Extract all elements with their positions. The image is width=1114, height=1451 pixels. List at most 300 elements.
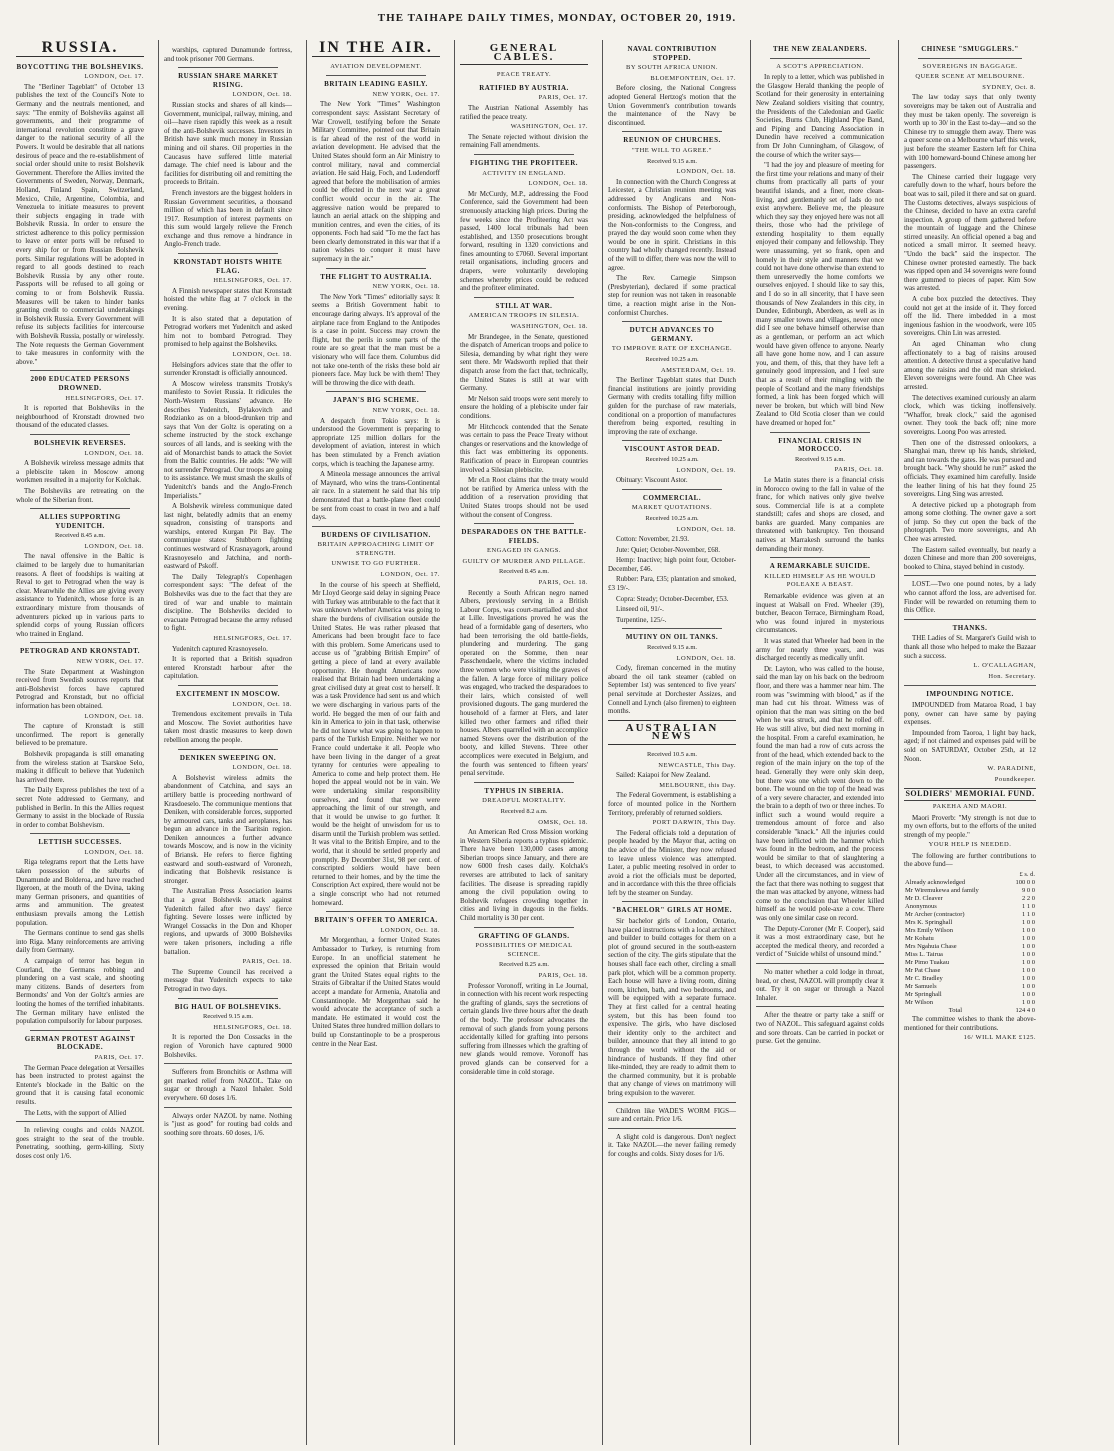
subheadline: SOVEREIGNS IN BAGGAGE. xyxy=(922,62,1018,70)
contribution-amount: 1 0 0 xyxy=(1022,959,1035,967)
divider xyxy=(474,782,574,783)
table-row xyxy=(904,943,1036,951)
contribution-amount: 1 0 0 xyxy=(1022,999,1035,1007)
article-text: Mr Hitchcock contended that the Senate was certain to pass the Peace Treaty without changes or reservations and the knowledge of this fact was embittering its opponents. Ratification of peace in European countries involved a Silesian plebiscite. xyxy=(460,422,588,474)
article-text: warships, captured Dunamunde fortress, and took prisoner 700 Germans. xyxy=(164,46,292,63)
table-row xyxy=(904,879,1036,887)
article-text: The Letts, with the support of Allied xyxy=(24,1108,127,1117)
subheadline: UNWISE TO GO FURTHER. xyxy=(331,560,421,568)
dateline: HELSINGFORS, Oct. 17. xyxy=(213,635,292,642)
headline: A REMARKABLE SUICIDE. xyxy=(769,562,871,571)
divider xyxy=(904,575,1036,576)
headline: FINANCIAL CRISIS IN MOROCCO. xyxy=(778,436,862,454)
headline: "BACHELOR" GIRLS AT HOME. xyxy=(612,906,732,915)
divider xyxy=(30,1030,130,1031)
contribution-amount: 1 0 0 xyxy=(1022,927,1035,935)
headline: THANKS. xyxy=(952,623,988,632)
table-row xyxy=(904,983,1036,991)
section-banner-general-cables: GENERAL CABLES. xyxy=(460,44,588,65)
table-row xyxy=(904,903,1036,911)
headline: LETTISH SUCCESSES. xyxy=(38,838,122,847)
signature-role: Poundkeeper. xyxy=(994,775,1036,783)
article-text: It is reported the Don Cossacks in the region of Voronich have captured 9000 Bolsheviks. xyxy=(164,1033,292,1059)
article-text: Yudenitch captured Krasnoyeselo. xyxy=(172,644,268,653)
received-time: Received 10.25 a.m. xyxy=(645,514,699,522)
currency-header: £ s. d. xyxy=(1019,871,1035,879)
contribution-amount: 1 0 0 xyxy=(1022,983,1035,991)
headline: BURDENS OF CIVILISATION. xyxy=(321,530,431,539)
dateline: LONDON, Oct. 18. xyxy=(84,848,144,856)
headline: PETROGRAD AND KRONSTADT. xyxy=(19,647,141,656)
article-text: Sailed: Kaiapoi for New Zealand. xyxy=(616,771,711,780)
section-banner-australian-news: AUSTRALIAN NEWS xyxy=(608,720,736,745)
article-text: Recently a South African negro named Albers, previously serving in a British Labour Corps, was court-martialled and shot at Lille. Investigations proved he was the head of a formidable gang of deserters, who had been terrorising the old battle-fields, plundering and murdering. The gang operated on the Somme, then near Passchendaele, where the victims included three women who were visiting the graves of the fallen. A large force of military police was engaged, who tracked the desparadoes to their lairs, which consisted of well provisioned dugouts. The gang murdered the household of a farmer at Flers, and later killed two other farmers and rifled their houses. Albers quarrelled with an accomplice named Stevens over the distribution of the booty, and killed Stevens. Three other accomplices were executed in Belgium, and the fourth was sentenced to fifteen years' penal servitude. xyxy=(460,588,588,778)
headline: DESPARADOES ON THE BATTLE-FIELDS. xyxy=(461,528,587,545)
article-text: The New York "Times" Washington correspondent says: Assistant Secretary of War Crowell, testifying before the Senate Military Committee, pointed out that Britain is far ahead of the rest of the world in aviation development. He advised that the United States should form an Air Ministry to control military, naval and commercial aviation. He said Haig, Foch, and Ludendorff agreed that before the mobilisation of armies could be effected in the next war a great conflict would occur in the air. The aggressive nation would be prepared to launch an aerial attack on the shipping and munition centres, and even the cities, of its opponents. Foch had said "To me the fact has been clearly demonstrated in this war that if a nation wishes to conquer it must have supremacy in the air." xyxy=(312,100,440,264)
contributor-name: Mr C. Bradley xyxy=(905,975,943,983)
table-row xyxy=(904,975,1036,983)
article-text: Mr Nelson said troops were sent merely to ensure the holding of a plebiscite under fair conditions. xyxy=(460,394,588,420)
headline: REUNION OF CHURCHES. xyxy=(623,136,721,145)
advertisement: A slight cold is dangerous. Don't neglect it. Take NAZOL—the never failing remedy for coughs and colds. Sixty doses for 1/6. xyxy=(608,1132,736,1158)
headline: RATIFIED BY AUSTRIA. xyxy=(479,83,569,92)
dateline: PARIS, Oct. 18. xyxy=(242,958,292,966)
subheadline: QUEER SCENE AT MELBOURNE. xyxy=(915,73,1025,81)
headline: MUTINY ON OIL TANKS. xyxy=(625,633,719,642)
received-time: Received 9.15 a.m. xyxy=(647,157,697,165)
article-text: Maori Proverb: "My strength is not due to my own efforts, but to the efforts of the united strength of my people." xyxy=(904,813,1036,839)
headline: DENIKEN SWEEPING ON. xyxy=(179,753,277,762)
article-text: A Bolshevik wireless message admits that a plebiscite taken in Moscow among workmen resulted in a majority for Kolchak. xyxy=(16,459,144,485)
contribution-amount: 1 0 0 xyxy=(1022,935,1035,943)
subheadline: ENGAGED IN GANGS. xyxy=(486,547,562,555)
headline: GRAFTING OF GLANDS. xyxy=(478,931,570,940)
market-quote: Cotton: November, 21.93. xyxy=(616,535,690,544)
article-text: The naval offensive in the Baltic is claimed to be largely due to humanitarian reasons. A fleet of foodships is waiting at Reval to get to Petrograd when the way is clear. Meanwhile the Allies are giving every assistance to Yudenitch, whose force is an extraordinary mixture from thousands of adventurers picked up in various parts to splendid corps of young Russian officers who trained in England. xyxy=(16,552,144,638)
divider xyxy=(622,628,722,629)
article-text: A Finnish newspaper states that Kronstadt hoisted the white flag at 7 o'clock in the evening. xyxy=(164,286,292,313)
article-text: The Senate rejected without division the remaining Fall amendments. xyxy=(460,132,588,150)
article-text: It is reported that Bolsheviks in the neighbourhood of Kronstadt drowned two thousand of the educated classes. xyxy=(16,404,144,430)
subheadline: KILLED HIMSELF AS HE WOULD POLEAXE A BEAST. xyxy=(764,572,876,589)
headline: BIG HAUL OF BOLSHEVIKS. xyxy=(174,1002,282,1011)
divider xyxy=(178,67,278,68)
dateline: LONDON, Oct. 18. xyxy=(84,542,144,550)
divider xyxy=(770,58,870,59)
divider xyxy=(622,440,722,441)
headline: BOLSHEVIK REVERSES. xyxy=(34,438,126,447)
impound-notice: IMPOUNDED from Mataroa Road, 1 bay pony, owner can have same by paying expenses. xyxy=(904,700,1036,727)
article-text: The German Peace delegation at Versailles has been instructed to protest against the Entente's blockade in the Baltic on the ground that it is causing fatal economic results. xyxy=(16,1063,144,1106)
divider xyxy=(474,927,574,928)
dateline: LONDON, Oct. 18. xyxy=(232,351,292,358)
headline: EXCITEMENT IN MOSCOW. xyxy=(175,689,281,698)
dateline: LONDON, Oct. 18. xyxy=(528,180,588,188)
subheadline: TO IMPROVE RATE OF EXCHANGE. xyxy=(611,345,733,353)
received-time: Received 10.5 a.m. xyxy=(647,750,697,758)
article-text: The Deputy-Coroner (Mr F. Cooper), said it was a most extraordinary case, but he accepted the medical theory, and recorded a verdict of "Suicide whilst of unsound mind." xyxy=(756,924,884,959)
headline: NAVAL CONTRIBUTION STOPPED. xyxy=(627,45,717,62)
article-text: Mr McCurdy, M.P., addressing the Food Conference, said the Government had been strenuously attacking high prices. During the few weeks since the Profiteering Act was passed, 1400 local tribunals had been established, and 1350 prosecutions brought forward, resulting in 1320 convictions and fines amounting to £7060. Several important retail organisations, including grocers and drapers, were voluntarily developing schemes whereby prices could be reduced and the profiteer eliminated. xyxy=(460,189,588,293)
dateline: PARIS, Oct. 18. xyxy=(538,579,588,587)
dateline: LONDON, Oct. 17. xyxy=(380,571,440,579)
signature-role: Hon. Secretary. xyxy=(988,672,1036,680)
signature: L. O'CALLAGHAN, xyxy=(973,662,1036,670)
divider xyxy=(178,998,278,999)
market-quote: Jute: Quiet; October-November, £68. xyxy=(616,545,720,554)
headline: THE FLIGHT TO AUSTRALIA. xyxy=(320,272,432,281)
dateline: NEW YORK, Oct. 18. xyxy=(372,283,440,291)
article-text: The Daily Express publishes the text of a secret Note addressed to Germany, and published in Berlin. In this the Allies request Germany to assist in the blockade of Russia in order to combat Bolshevism. xyxy=(16,786,144,829)
total-row xyxy=(904,1007,1036,1015)
article-text: Bolshevik propaganda is still emanating from the wireless station at Tsarskoe Selo, making it difficult to believe that Yudenitch has arrived there. xyxy=(16,749,144,784)
dateline: LONDON, Oct. 18. xyxy=(676,168,736,176)
article-text: The Supreme Council has received a message that Yudenitch expects to take Petrograd in two days. xyxy=(164,967,292,993)
contributor-name: Mr D. Cleaver xyxy=(905,895,943,903)
article-text: French investors are the biggest holders in Russian Government securities, a thousand million of which has been in default since 1917. Resumption of interest payments on this sum would largely relieve the French exchange and thus remove a hindrance in Anglo-French trade. xyxy=(164,188,292,249)
divider xyxy=(326,391,426,392)
headline: THE NEW ZEALANDERS. xyxy=(773,45,867,53)
column-2 xyxy=(164,40,292,1445)
article-text: The "Berliner Tageblatt" of October 13 publishes the text of the Council's Note to Germany and the neutrals mentioned, and says: "The enmity of Bolsheviks against all governments, and their programme of international revolution constitute a grave danger to the national security of all the Powers. It would be desirable that all nations desirous of peace and the re-establishment of social order should unite to resist Bolshevik Government. Therefore the Allies invited the Governments of Sweden, Norway, Denmark, Holland, Finland Spain, Switzerland, Mexico, Chile, Argentine, Colombia, and Venezuela to initiate measures to prevent their subjects engaging in trade with Bolshevik Russia. In order to ensure the strictest adherence to this policy permission to leave or enter ports will be refused to every ship for or from Russian Bolshevik ports. Similar regulations will be adopted in regard to all goods destined to reach Bolshevik Russia by any other route. Passports will be refused to all going or coming to or from Bolshevik Russia. Measures will be taken to hinder banks granting credit to commercial undertakings in Bolshevik Russia. Every Government will refuse its subjects facilities for intercourse with Bolshevik Russia, postally or wirelessly. The Note requests the German Government to take measures in conformity with the above." xyxy=(16,82,144,366)
advertisement: Sufferers from Bronchitis or Asthma will get marked relief from NAZOL. Take on sugar or through a Nazol Inhaler. Sold everywhere. 60 doses 1/6. xyxy=(164,1068,292,1102)
divider xyxy=(326,75,426,76)
divider xyxy=(622,489,722,490)
headline: VISCOUNT ASTOR DEAD. xyxy=(624,445,720,454)
article-text: The law today says that only twenty sovereigns may be taken out of Australia and they must be taken openly. The sovereign is worth up to 30/ in the East to-day—and so the Chinese try to smuggle them away. There was a queer scene on a Melbourne wharf this week, just before the steamer Eastern left for China with 100 homeward-bound Chinese among her passengers. xyxy=(904,93,1036,171)
contributor-name: Mr Wilson xyxy=(905,999,933,1007)
column-5 xyxy=(608,40,736,1445)
subheadline: PEACE TREATY. xyxy=(496,71,552,79)
contribution-amount: 100 0 0 xyxy=(1015,879,1035,887)
dateline: HELSINGFORS, Oct. 18. xyxy=(213,1023,292,1031)
dateline: OMSK, Oct. 18. xyxy=(538,818,588,826)
fund-target: 16/ WILL MAKE £125. xyxy=(963,1034,1036,1042)
divider xyxy=(178,749,278,750)
contributor-name: Already acknowledged xyxy=(905,879,966,887)
divider xyxy=(608,1102,736,1103)
market-quote: Copra: Steady; October-December, £53. xyxy=(616,594,729,603)
column-3 xyxy=(312,40,440,1445)
divider xyxy=(16,1121,144,1122)
article-text: Le Matin states there is a financial crisis in Morocco owing to the fall in value of the franc, for which natives only give twelve sous. Commercial life is at a complete standstill; cafes and shops are closed, and banks are guarded. Many companies are threatened with bankruptcy. Ten thousand natives at Marrakesh surround the banks demanding their money. xyxy=(756,475,884,553)
article-text: Mr Morgenthau, a former United States Ambassador to Turkey, is returning from Europe. In an unofficial statement he expressed the opinion that Britain would grant the United States equal rights to the Straits of Gibraltar if the United States would accept a mandate for Armenia, Anatolia and Constantinople. Mr Morgenthau said he would advocate the acceptance of such a mandate. He estimated it would cost the United States three hundred million dollars to build up Constantinople to be a prosperous centre in the Near East. xyxy=(312,936,440,1048)
subheadline: DREADFUL MORTALITY. xyxy=(482,797,566,805)
divider xyxy=(474,297,574,298)
divider xyxy=(918,58,1022,59)
table-row xyxy=(904,919,1036,927)
column-rule xyxy=(898,40,899,1445)
article-text: It was stated that Wheeler had been in the army for nearly three years, and was discharged recently as medically unfit. xyxy=(756,637,884,663)
dateline: AMSTERDAM, Oct. 19. xyxy=(660,366,736,374)
subheadline: MARKET QUOTATIONS. xyxy=(631,504,713,512)
contributor-name: Mr Pimo Tuakau xyxy=(905,959,950,967)
contributor-name: Mrs Ngahuia Chase xyxy=(905,943,957,951)
contributor-name: Mrs K. Springhall xyxy=(905,919,953,927)
column-rule xyxy=(158,40,159,1445)
headline: BOYCOTTING THE BOLSHEVIKS. xyxy=(16,62,144,71)
column-6 xyxy=(756,40,884,1445)
table-row xyxy=(904,999,1036,1007)
table-row xyxy=(904,991,1036,999)
column-rule xyxy=(454,40,455,1445)
subheadline: GUILTY OF MURDER AND PILLAGE. xyxy=(462,557,586,565)
headline: BRITAIN'S OFFER TO AMERICA. xyxy=(314,916,438,925)
article-text: Mr eLn Root claims that the treaty would not be ratified by America unless with the addition of a reservation providing that United States troops should not be used without the consent of Congress. xyxy=(460,476,588,519)
section-banner-air: IN THE AIR. xyxy=(312,44,440,57)
contributor-name: Mr Kohatu xyxy=(905,935,934,943)
article-text: The Federal Government, is establishing a force of mounted police in the Northern Territory, preferably of returned soldiers. xyxy=(608,791,736,817)
subheadline: A SCOT'S APPRECIATION. xyxy=(776,62,864,70)
advertisement: Always order NAZOL by name. Nothing is "just as good" for routing bad colds and soothing sore throats. 60 doses, 1/6. xyxy=(164,1111,292,1137)
received-time: Received 8.45 a.m. xyxy=(55,532,105,540)
article-text: It is reported that a British squadron entered Kronstadt harbour after the capitulation. xyxy=(164,655,292,681)
headline: TYPHUS IN SIBERIA. xyxy=(484,786,564,795)
article-text: The detectives examined curiously an alarm clock, which was ticking inoffensively. "Whaffor, break clock," said the agonised owner. They took the back off; nine more sovereigns. Loong Poo was arrested. xyxy=(904,393,1036,436)
dateline: WASHINGTON, Oct. 17. xyxy=(510,123,588,131)
table-row xyxy=(904,895,1036,903)
divider xyxy=(756,963,884,964)
dateline: WASHINGTON, Oct. 18. xyxy=(510,323,588,331)
contribution-amount: 2 2 0 xyxy=(1022,895,1035,903)
dateline: NEWCASTLE, This Day. xyxy=(658,761,736,769)
subheadline: BY SOUTH AFRICA UNION. xyxy=(625,64,719,72)
dateline: LONDON, Oct. 19. xyxy=(676,466,736,474)
article-text: Sir bachelor girls of London, Ontario, have placed instructions with a local architect and builder to build cottages for them on a plot of ground secured in the south-eastern section of the city. The girls stipulate that the houses shall face each other, circling a small park plot, which will be a common property. Each house will have a living room, dining room, kitchen, bath, and two bedrooms, and will be equipped with a separate furnace. They at first called for a central heating system, but this has been found too expensive. The girls, who have disclosed their identity only to the architect and builder, announce that they all intend to go through the world without the aid or hindrance of husbands. If they find other like-minded, they are ready to admit them to the charmed community, but it is probable that any change of views on matrimony will bring expulsion to the waverer. xyxy=(608,917,736,1097)
article-text: A detective picked up a photograph from among some clothing. The owner gave a sort of jump. So they cut open the back of the photograph. Two more sovereigns, and Ah Chee was arrested. xyxy=(904,500,1036,544)
contribution-amount: 1 1 0 xyxy=(1022,903,1035,911)
article-text: The Australian Press Association learns that a great Bolshevik attack against Yudenitch failed after two days' fierce fighting. Severe losses were inflicted by Wrangel Cossacks in the Don and Khoper regions, and upwards of 3000 Bolsheviks were taken prisoners, including a rifle battalion. xyxy=(164,887,292,956)
divider xyxy=(622,131,722,132)
divider xyxy=(474,523,574,524)
dateline: SYDNEY, Oct. 8. xyxy=(982,83,1036,91)
contributor-name: Mr Archer (contractor) xyxy=(905,911,965,919)
headline: CHINESE "SMUGGLERS." xyxy=(921,45,1019,53)
article-text: The Federal officials told a deputation of people headed by the Mayor that, acting on the advice of the Minister, they now refused to leave unless violence was attempted. Later, a public meeting resolved in order to avoid a riot the officials must be deported, and in accordance with this the three officials left by the steamer on Sunday. xyxy=(608,828,736,897)
article-text: Mr Brandegee, in the Senate, questioned the dispatch of American troops and police to Silesia, demanding by what right they were sent there. Mr Wadsworth replied that their dispatch arose from the fact that, technically, the United States is still at war with Germany. xyxy=(460,332,588,393)
dateline: NEW YORK, Oct. 17. xyxy=(76,658,144,665)
article-text: A campaign of terror has begun in Courland, the Germans robbing and plundering on a vast scale, and shooting many citizens. Bands of deserters from Bermondts' and Von der Goltz's armies are looting the homes of the terrified inhabitants. The German military have enlisted the population compulsorily for labour purposes. xyxy=(16,957,144,1026)
table-row xyxy=(904,967,1036,975)
article-text: The Bolsheviks are retreating on the whole of the Siberian front. xyxy=(16,486,144,504)
article-text: The Daily Telegraph's Copenhagen correspondent says: "The defeat of the Bolsheviks was due to the fact that they are tired of war and unable to maintain discipline. The Bolsheviks decided to evacuate Petrograd because the army refused to fight. xyxy=(164,572,292,633)
dateline: LONDON, Oct. 18. xyxy=(232,700,292,708)
advertisement: In relieving coughs and colds NAZOL goes straight to the seat of the trouble. Penetrating, soothing, germ-killing. Sixty doses cost only 1/6. xyxy=(16,1126,144,1160)
received-time: Received 8.2 a.m. xyxy=(500,807,548,815)
table-row xyxy=(904,935,1036,943)
article-text: Riga telegrams report that the Letts have taken possession of the suburbs of Dunamunde and Bolderoa, and have reached Ilgeroen, at the mouth of the Dvina, taking many German prisoners, and quantities of arms and ammunition. The greatest enthusiasm prevails among the Lettish population. xyxy=(16,858,144,927)
contributor-name: Mrs Emily Wilson xyxy=(905,927,954,935)
dateline: LONDON, Oct. 17. xyxy=(84,73,144,81)
column-rule xyxy=(750,40,751,1445)
divider xyxy=(164,1107,292,1108)
received-time: Received 9.15 a.m. xyxy=(203,1013,253,1021)
article-text: Dr. Layton, who was called to the house, said the man lay on his back on the bedroom floor, and there was a hammer near him. The room was "swimming with blood," as if the man had cut his throat. Witness was of opinion that the man was sitting on the bed when he was struck, and that he rolled off. He was still alive, but died next morning in the hospital. From a careful examination, he found the man had a row of cuts across the front of the head, which extended back to the region of the main injury on the top of the head. Generally they were only skin deep, but there was one which went down to the bone. The wound on the top of the head was of a very severe character, and extended into the brain to a depth of two or three inches. To inflict such a wound would require a tremendous amount of force and also considerable "knack." All the injuries could have been inflicted with the hammer which was found in the bedroom, and the process would be similar to that of slaughtering a beast, to which deceased was accustomed. Under all the circumstances, and in view of the fact that there was nothing to suggest that the man was attacked by anyone, witness had come to the conclusion that Wheeler killed himself as he would pole-axe a cow. There was only one similar case on record. xyxy=(756,664,884,922)
received-time: Received 10.25 a.m. xyxy=(645,455,699,463)
signature: W. PARADINE, xyxy=(987,765,1036,773)
headline: KRONSTADT HOISTS WHITE FLAG. xyxy=(173,258,283,275)
table-row xyxy=(904,927,1036,935)
column-4 xyxy=(460,40,588,1445)
article-text: The following are further contributions to the above fund— xyxy=(904,851,1036,869)
dateline: LONDON, Oct. 18. xyxy=(84,712,144,720)
headline: SOLDIERS' MEMORIAL FUND. xyxy=(904,788,1036,801)
divider xyxy=(622,901,722,902)
divider xyxy=(770,432,870,433)
dateline: LONDON, Oct. 18. xyxy=(232,764,292,772)
dateline: LONDON, Oct. 18. xyxy=(84,449,144,457)
advertisement: Children like WADE'S WORM FIGS—sure and certain. Price 1/6. xyxy=(608,1106,736,1124)
table-row xyxy=(904,959,1036,967)
article-text: The Chinese carried their luggage very carefully down to the wharf, hours before the boat was to sail, piled it there and sat on guard. The Customs detectives, always suspicious of the Chinese, decided to have an extra careful inspection. A group of them gathered before the mountain of luggage and the Chinese stirred uneasily. An official opened a bag and noticed a small mirror. It seemed heavy. "Undo the back" said the inspector. The Chinese owner protested earnestly. The back was ripped open and 34 sovereigns were found there gummed to pieces of paper. Kim Sow was arrested. xyxy=(904,172,1036,293)
dateline: LONDON, Oct. 18. xyxy=(676,525,736,533)
headline: GERMAN PROTEST AGAINST BLOCKADE. xyxy=(24,1034,136,1052)
dateline: PARIS, Oct. 17. xyxy=(94,1053,144,1061)
advertisement: After the theatre or party take a sniff or two of NAZOL. This safeguard against colds and sore throats. Can be carried in pocket or purse. Get the genuine. xyxy=(756,1011,884,1046)
market-quote: Rubber: Para, £35; plantation and smoked, £3 19/-. xyxy=(608,575,736,593)
article-text: The Rev. Carnegie Simpson (Presbyterian), declared if some practical step for reunion was not taken in reasonable time, a reaction might arise in the Non-conformist Churches. xyxy=(608,274,736,317)
article-text: The Eastern sailed eventually, but nearly a dozen Chinese and more than 200 sovereigns, booked to China, stayed behind in custody. xyxy=(904,545,1036,571)
subheadline: YOUR HELP IS NEEDED. xyxy=(928,841,1012,849)
lost-notice: LOST.—Two one pound notes, by a lady who cannot afford the loss, are advertised for. Finder will be rewarded on returning them to this Office. xyxy=(904,580,1036,615)
contributor-name: Mr Samuels xyxy=(905,983,937,991)
article-text: In connection with the Church Congress at Leicester, a Christian reunion meeting was addressed by Anglicans and Non-conformists. The Bishop of Peterborough, presiding, acknowledged the helpfulness of the Non-conformists to the Congress, and prayed the day would soon come when they would be one in spirit. Christians in this country had wholly changed recently. Instead of the will to differ, there was now the will to agree. xyxy=(608,177,736,272)
divider xyxy=(30,642,130,643)
dateline: PARIS, Oct. 18. xyxy=(538,972,588,979)
divider xyxy=(30,508,130,509)
table-row xyxy=(904,911,1036,919)
dateline: LONDON, Oct. 18. xyxy=(380,926,440,934)
article-text: The State Department at Washington received from Swedish sources reports that anti-Bolshevist forces have captured Petrograd and Kronstadt, but no official information has been obtained. xyxy=(16,667,144,710)
divider xyxy=(622,321,722,322)
divider xyxy=(904,685,1036,686)
received-time: Received 8.25 a.m. xyxy=(499,961,549,969)
article-text: The capture of Kronstadt is still unconfirmed. The report is generally believed to be premature. xyxy=(16,722,144,748)
received-time: Received 8.45 a.m. xyxy=(499,568,549,576)
total-label: Total xyxy=(948,1007,963,1015)
headline: COMMERCIAL. xyxy=(642,493,702,502)
divider xyxy=(312,526,440,527)
section-banner-russia: RUSSIA. xyxy=(16,44,144,57)
article-text: The Austrian National Assembly has ratified the peace treaty. xyxy=(460,103,588,121)
article-text: Cody, fireman concerned in the mutiny aboard the oil tank steamer (cabled on September 1st) was sentenced to five years' penal servitude at Dorchester Assizes, and Connell and Lynch (also firemen) to eighteen months. xyxy=(608,664,736,716)
subheadline: POSSIBILITIES OF MEDICAL SCIENCE. xyxy=(475,942,573,958)
article-text: A Mineola message announces the arrival of Maynard, who wins the trans-Continental air race. In a statement he said that his trip demonstrated that a battle-plane fleet could be sent from coast to coast in two and a half days. xyxy=(312,470,440,522)
divider xyxy=(608,1128,736,1129)
thanks-notice: THE Ladies of St. Margaret's Guild wish to thank all those who helped to make the Bazaar such a success. xyxy=(904,634,1036,660)
contribution-amount: 9 0 0 xyxy=(1022,887,1035,895)
article-text: "I had the joy and pleasure of meeting for the first time your relations and many of their chums from practically all parts of your beautiful islands, and a finer, more clean-living, and gentlemanly set of lads do not exist anywhere. Believe me, the pleasure which they say they enjoyed here was not all theirs, those who had the privilege of extending hospitality to them equally enjoyed their company and fellowship. They were unassuming, yet so frank, open and homely in their style and manners that we could not have done otherwise than extend to them unreservedly the home comforts we ourselves enjoyed. I should like to say this, and I do so in all sincerity, that I have seen thousands of New Zealanders in this city, in Dundee, Edinburgh, Aberdeen, as well as in many smaller towns and villages, never once did I see one behave himself otherwise than as a gentleman, or perform an act which would have given offence to anyone. Nearly all have gone home now, and I can assure you, and them, of this, that they have left a genuinely good impression, and I feel sure that as a result of their mingling with the people of Scotland and the many friendships formed, a link has been forged which will never be broken, but which will bind New Zealand to Old Scotia closer than we could have dreamed or hoped for." xyxy=(756,161,884,427)
article-text: The committee wishes to thank the above-mentioned for their contributions. xyxy=(904,1015,1036,1032)
article-text: A Moscow wireless transmits Trotsky's manifesto to Soviet Russia. It ridicules the North-Western Russians' advance. He describes Yudenitch, Bylakovitch and Rodzianko as on a blood-drunken trip and says that Von der Goltz is operating on a scheme instructed by the stock exchange sources of all lands, and is seeking with the aid of Monarchist bands to attack the Soviet from the Baltic countries. He adds: "We will not surrender Petrograd. Our troops are going to its assistance. We must smash the skulls of Yudenitch's bands and the Anglo-French Imperialists." xyxy=(164,379,292,500)
headline: ALLIES SUPPORTING YUDENITCH. xyxy=(39,513,121,530)
divider xyxy=(178,253,278,254)
contribution-amount: 1 0 0 xyxy=(1022,975,1035,983)
article-text: An aged Chinaman who clung affectionately to a bag of raisins aroused attention. A detective thrust a speculative hand among the raisins and the old man shrieked. Eleven sovereigns were found. Ah Chee was arrested. xyxy=(904,340,1036,391)
masthead: THE TAIHAPE DAILY TIMES, MONDAY, OCTOBER 20, 1919. xyxy=(377,12,737,24)
article-text: Helsingfors advices state that the offer to surrender Kronstadt is officially announced. xyxy=(164,360,292,378)
column-1 xyxy=(16,40,144,1445)
divider xyxy=(164,1063,292,1064)
contribution-amount: 1 0 0 xyxy=(1022,943,1035,951)
subheadline: AMERICAN TROOPS IN SILESIA. xyxy=(468,312,580,320)
article-text: Professor Voronoff, writing in Le Journal, in connection with his recent work respecting the grafting of glands, says the secretions of certain glands live three hours after the death of the body. The professor advocates the removal of such glands from young persons accidentally killed for grafting into persons suffering from illnesses which the grafting of new glands would remove. Voronoff has proved glands can be conserved for a considerable time in cold storage. xyxy=(460,981,588,1076)
table-row xyxy=(904,951,1036,959)
impound-notice: Impounded from Taoroa, 1 light bay hack, aged; if not claimed and expenses paid will be sold on SATURDAY, October 25th, at 12 Noon. xyxy=(904,728,1036,763)
dateline: PARIS, Oct. 18. xyxy=(834,466,884,474)
dateline: PARIS, Oct. 17. xyxy=(538,94,588,102)
subheadline: ACTIVITY IN ENGLAND. xyxy=(482,169,566,177)
divider xyxy=(30,833,130,834)
article-text: Remarkable evidence was given at an inquest at Walsall on Fred. Wheeler (39), butcher, Beacon Terrace, Birmingham Road, who was found injured in mysterious circumstances. xyxy=(756,592,884,635)
article-text: A Bolshevist wireless admits the abandonment of Catchina, and says an artillery battle is proceeding northward of Krasdoeselo. The communique mentions that Deniken, with considerable forces, supported by armoured cars, tanks and aeroplanes, has begun an advance in the Tsaritsin region. Deniken announces a further advance towards Moscow, and is now in the vicinity of Briansk. He refers to fierce fighting eastward and south-eastward of Voronezh, indicating that Bolshevik resistance is stronger. xyxy=(164,773,292,885)
divider xyxy=(756,1006,884,1007)
market-quote: Linseed oil, 91/-. xyxy=(616,605,664,614)
article-text: In the course of his speech at Sheffield, Mr Lloyd George said delay in signing Peace with Turkey was attributable to the fact that it was unknown whether America was going to share the burdens of civilisation outside the United States. He was rather pleased that Americans had been brought face to face with this problem. Some Americans used to accuse us of "grabbing British Empire" of getting a piece of land at every available opportunity. He thought Americans now realised that Britain had been undertaking a great civilised duty at great cost to herself. It was a task Providence had sent us and which we were discharging in various parts of the world. He begged the men of our faith and kin in America to join in that task, otherwise he did not know what was going to happen to parts of the Turkish Empire. Neither we nor France could undertake it all. People who have been living in the danger of a great tyranny for centuries were appealing to America to come and help protect them. He hoped the appeal would not be in vain. We were undertaking similar responsibility ourselves, and found that we were approaching the limit of our strength, and that it would be unwise to go further. It would be the height of unwisdom for us to disarm until the Turkish problem was settled. It was vital to the British Empire, and to the world, that it should be settled properly and promptly. By December 31st, 98 per cent. of conscripted soldiers would have been returned to their homes, and by the time the Conscription Act expired, there would not be a single conscript who had not returned homeward. xyxy=(312,580,440,907)
headline: DUTCH ADVANCES TO GERMANY. xyxy=(629,326,715,343)
column-rule xyxy=(602,40,603,1445)
contributor-name: Anonymous xyxy=(905,903,937,911)
subheadline: "THE WILL TO AGREE." xyxy=(631,146,713,154)
article-text: The Germans continue to send gas shells into Riga. Many reinforcements are arriving daily from Germany. xyxy=(16,929,144,955)
dateline: HELSINGFORS, Oct. 17. xyxy=(213,277,292,285)
received-time: Received 9.15 a.m. xyxy=(647,644,697,652)
received-time: Received 9.15 a.m. xyxy=(795,455,845,463)
contributor-name: Miss L. Tairua xyxy=(905,951,943,959)
contributor-name: Mr Wiremukewa and family xyxy=(905,887,979,895)
contribution-amount: 1 0 0 xyxy=(1022,967,1035,975)
article-text: It is also stated that a deputation of Petrograd workers met Yudenitch and asked him not to bombard Petrograd. They promised to help against the Bolsheviks. xyxy=(164,314,292,349)
divider xyxy=(326,268,426,269)
divider xyxy=(326,911,426,912)
article-text: The New York "Times" editorially says: It seems a British Government habit to encourage daring always. It's approval of the airplane race from England to the Antipodes is a case in point. Success may crown the flight, but the perils in some parts of the route are so great that the man must be a visionary who will face them. Columbus did not take one-tenth of the risks these bold air pioneers face. May luck be with them! They will be throwing the dice with death. xyxy=(312,292,440,387)
market-quote: Turpentine, 125/-. xyxy=(616,615,667,624)
dateline: MELBOURNE, this Day. xyxy=(659,781,736,789)
dateline: LONDON, Oct. 18. xyxy=(676,654,736,662)
column-7 xyxy=(904,40,1036,1445)
headline: 2000 EDUCATED PERSONS DROWNED. xyxy=(30,375,130,392)
article-text: Russian stocks and shares of all kinds—Government, municipal, railway, mining, and oil—have risen rapidly this week as a result of the anti-Bolshevik successes. Investors in British have sunk much money in Russian mining and oil shares. Oil properties in the Caucasus have suffered little material damage. The chief need is labour and the facilities for distributing oil and remitting the proceeds to Britain. xyxy=(164,100,292,187)
headline: IMPOUNDING NOTICE. xyxy=(926,690,1014,699)
table-row xyxy=(904,887,1036,895)
divider xyxy=(178,685,278,686)
advertisement: No matter whether a cold lodge in throat, head, or chest, NAZOL will promptly clear it out. Try it on sugar or through a Nazol Inhaler. xyxy=(756,967,884,1002)
dateline: NEW YORK, Oct. 17. xyxy=(372,90,440,98)
dateline: PORT DARWIN, This Day. xyxy=(652,819,736,827)
dateline: LONDON, Oct. 18. xyxy=(232,91,292,99)
contribution-amount: 1 0 0 xyxy=(1022,951,1035,959)
divider xyxy=(30,370,130,371)
headline: BRITAIN LEADING EASILY. xyxy=(324,80,428,89)
article-text: Obituary: Viscount Astor. xyxy=(616,476,688,485)
column-rule xyxy=(306,40,307,1445)
contribution-amount: 1 1 0 xyxy=(1022,911,1035,919)
contributions-table xyxy=(904,871,1036,1015)
contributor-name: Mr Pat Chase xyxy=(905,967,941,975)
contribution-amount: 1 0 0 xyxy=(1022,991,1035,999)
dateline: NEW YORK, Oct. 18. xyxy=(372,406,440,414)
market-quote: Hemp: Inactive; high point four, October-December, £46. xyxy=(608,556,736,573)
subheadline: PAKEHA AND MAORI. xyxy=(932,802,1008,810)
received-time: Received 10.25 a.m. xyxy=(645,356,699,363)
table-header-row xyxy=(904,871,1036,879)
article-text: In reply to a letter, which was published in the Glasgow Herald thanking the people of Scotland for their generosity in entertaining New Zealand soldiers visiting that country, the Presidents of the Caledonian and Gaelic Societies, Burns Club, Highland Pipe Band, and Piping and Dancing Association in Dunedin have received a communication from Dr John Cunningham, of Glasgow, of the course of which the writer says— xyxy=(756,73,884,159)
divider xyxy=(904,619,1036,620)
article-text: An American Red Cross Mission working in Western Siberia reports a typhus epidemic. There have been 130,000 cases among Siberian troops since January, and there are now 6000 fresh cases daily. Kolchak's reverses are attributed to lack of sanitary facilities. The disease is spreading rapidly among the civil population owing to Bolshevik refugees crowding together in cities and living in dugouts in the fields. Child mortality is 30 per cent. xyxy=(460,828,588,923)
headline: JAPAN'S BIG SCHEME. xyxy=(332,396,420,405)
divider xyxy=(474,154,574,155)
headline: STILL AT WAR. xyxy=(495,301,553,310)
